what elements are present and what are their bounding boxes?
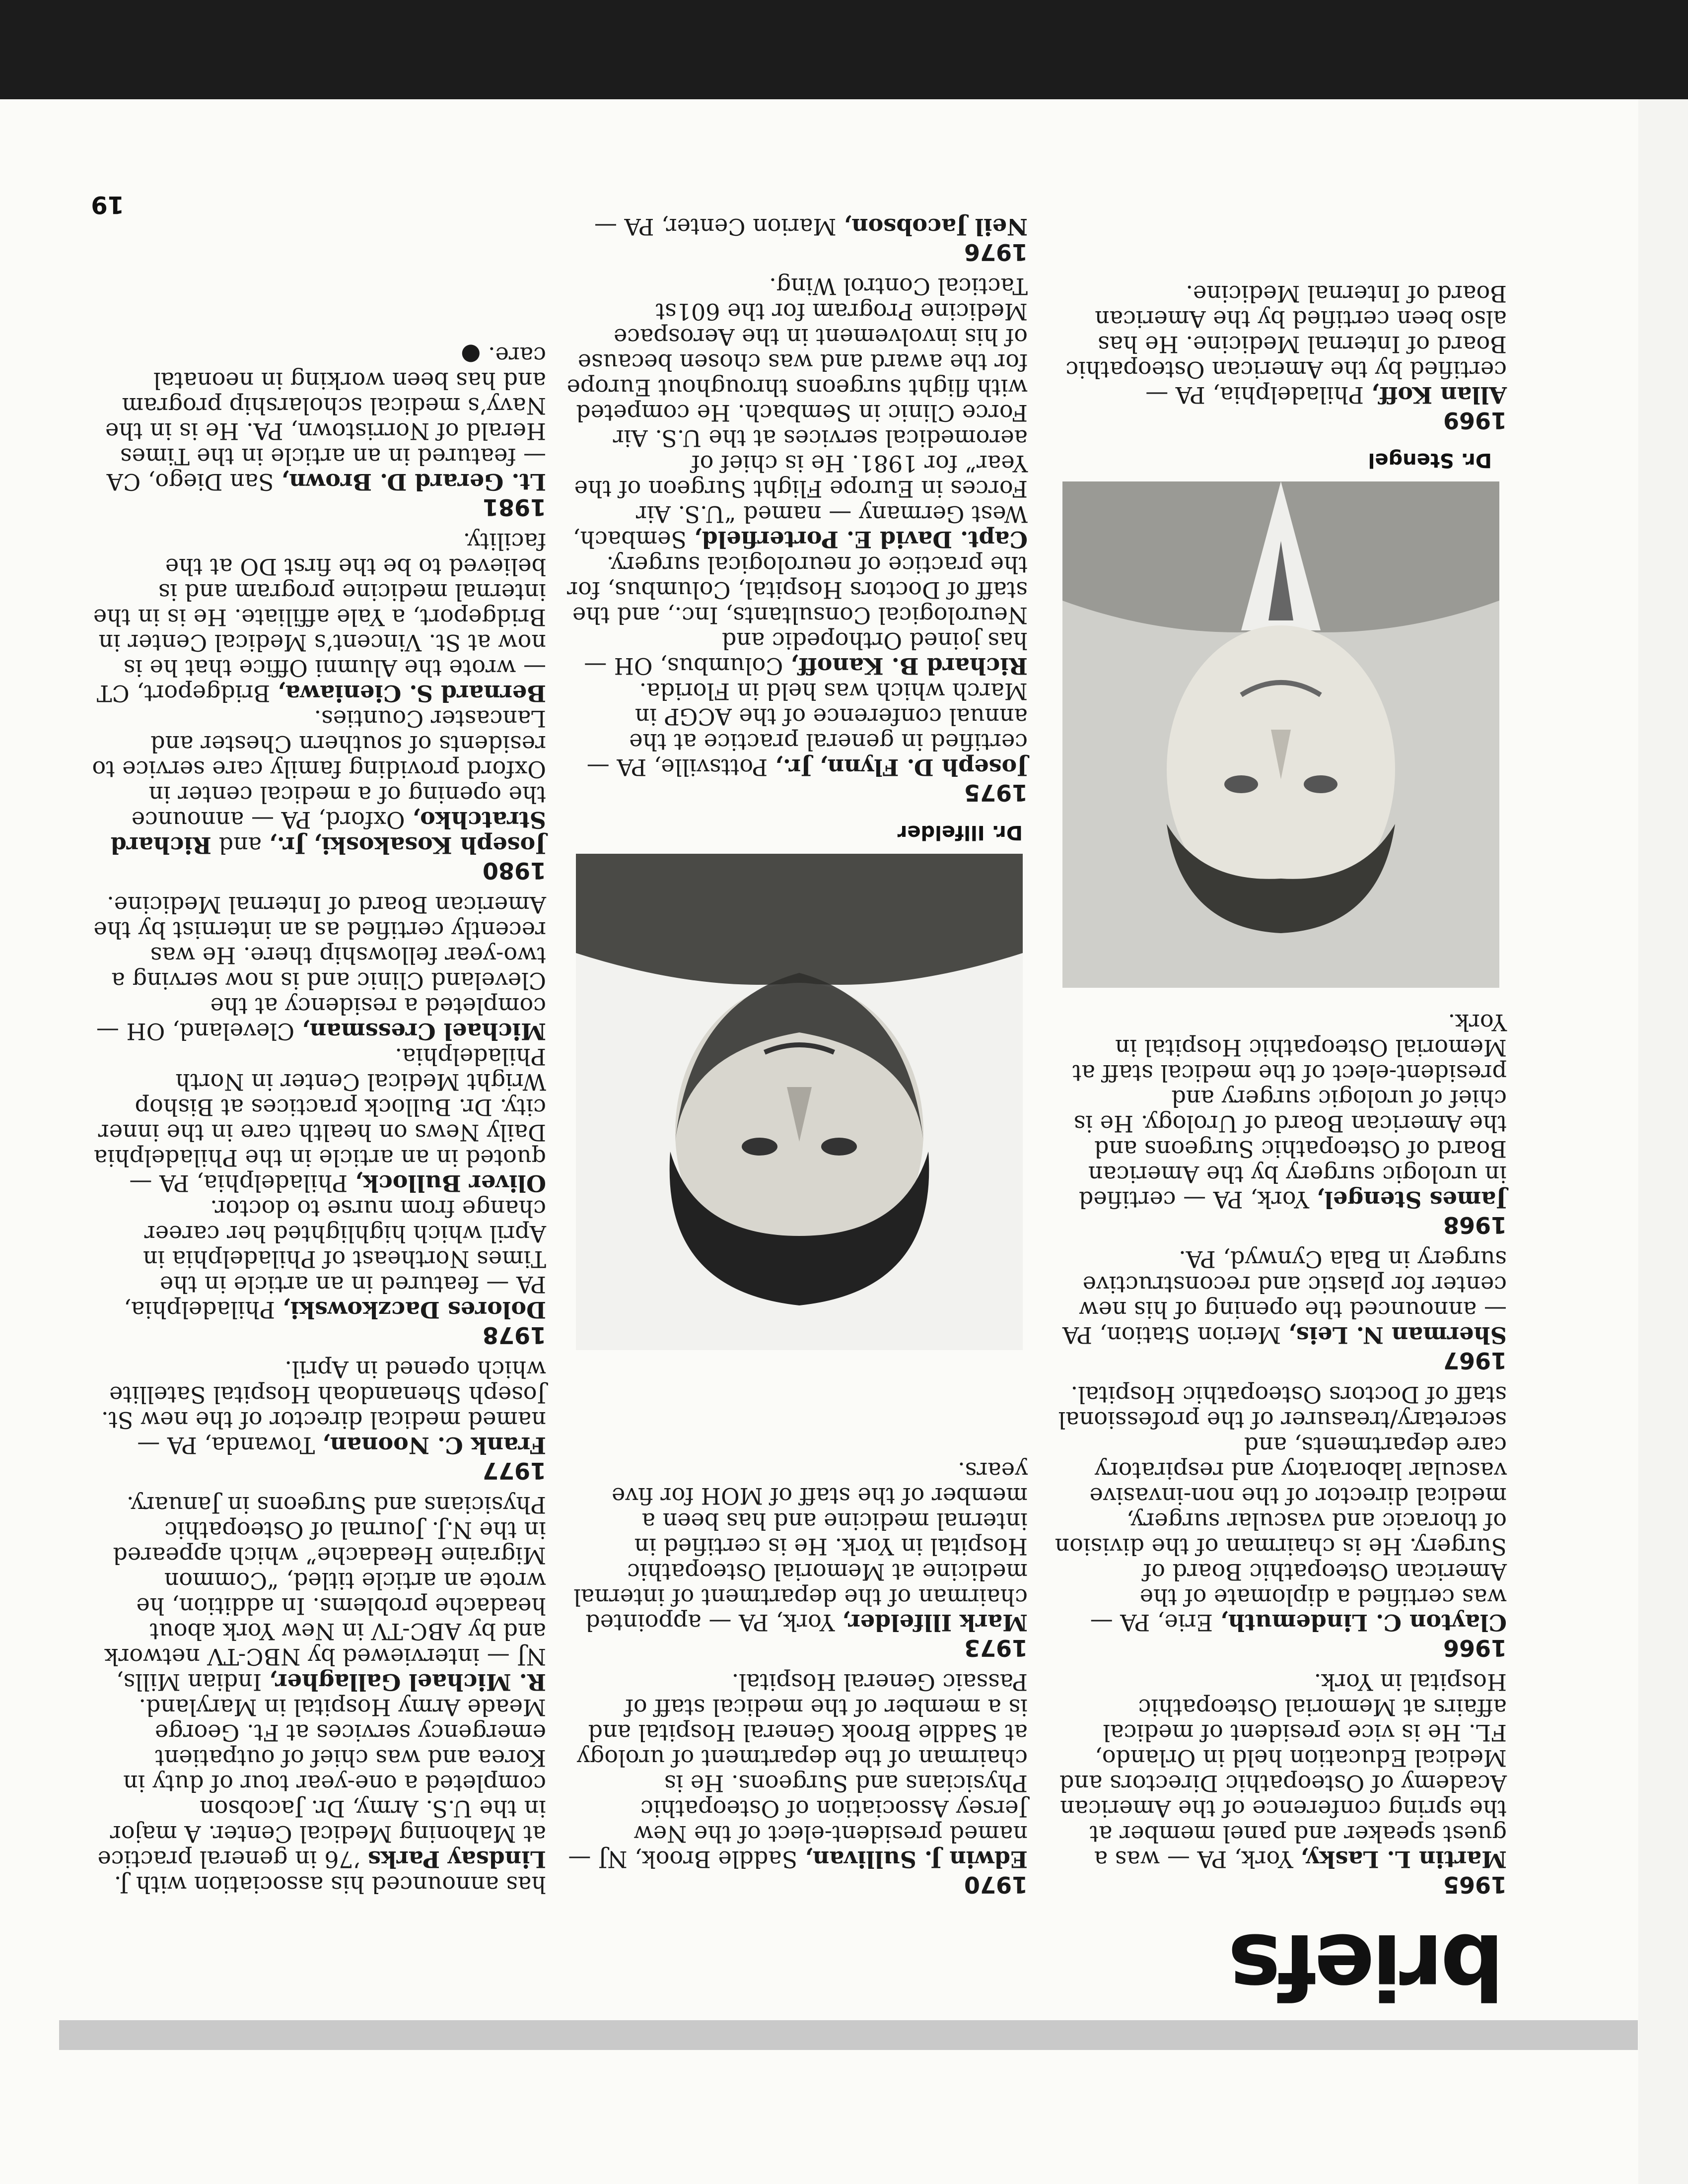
- brief-entry: [89, 1044, 546, 1196]
- brief-entry: [566, 214, 1028, 239]
- entry-text: Bridgeport, CT — wrote the Alumni Office that he is now at St. Vincent’s Medical Center in Bridgeport, a Yale affiliate. He is in the internal medicine program and is believed to be the first DO at the facility.: [93, 528, 546, 707]
- person-name: Mark Illfelder,: [842, 1609, 1028, 1636]
- entry-text: Saddle Brook, NJ — named president-elect of the New Jersey Association of Osteopathic Physicians and Surgeons. He is chairman of the department of urology at Saddle Brook General Hospital and is a member of the medical staff of Passaic General Hospital.: [568, 1669, 1028, 1873]
- person-name: Richard B. Kanoff,: [790, 653, 1028, 680]
- brief-entry: [89, 892, 546, 1044]
- person-name: Oliver Bullock,: [354, 1170, 546, 1197]
- scan-margin: [0, 0, 1688, 99]
- entry-text: York, PA — appointed chairman of the department of internal medicine at Memorial Osteopathic Hospital in York. He is certified in internal medicine and has been a member of the staff of MOH for five years.: [573, 1457, 1028, 1636]
- year-heading: 1976: [964, 239, 1028, 266]
- entry-text: Towanda, PA — named medical director of the new St. Joseph Shenandoah Hospital Satellite which opened in April.: [101, 1356, 546, 1459]
- entry-text: Philadelphia, PA — featured in an article in the Times Northeast of Philadelphia in April which highlighted her career change from nurse to doctor.: [124, 1195, 546, 1323]
- year-heading: 1978: [482, 1322, 546, 1349]
- brief-entry: [89, 529, 546, 706]
- year-heading: 1967: [1443, 1347, 1507, 1374]
- page-title: briefs: [1231, 1914, 1504, 2018]
- person-name: Dolores Daczkowski,: [282, 1297, 546, 1323]
- entry-text: Pottsville, PA — certified in general practice at the annual conference of the ACGP in March which was held in Florida.: [586, 678, 1028, 781]
- person-name: Michael Cressman,: [301, 1018, 546, 1045]
- person-name: R. Michael Gallagher,: [269, 1669, 546, 1696]
- entry-text: Oxford, PA — announce the opening of a medical center in Oxford providing family care service to residents of southern Chester and Lancaster Counties.: [92, 705, 546, 833]
- person-name: Lt. Gerard D. Brown,: [281, 469, 546, 495]
- brief-entry: [566, 1458, 1028, 1635]
- person-name: Neil Jacobson,: [844, 213, 1028, 240]
- year-heading: 1977: [482, 1457, 546, 1484]
- brief-entry: [1050, 281, 1507, 408]
- entry-text: York, PA — certified in urologic surgery by the American Board of Osteopathic Surgeons and the American Board of Urology. He is chief of urologic surgery and president-elect of the medical staff at Memorial Osteopathic Hospital in York.: [1072, 1009, 1507, 1213]
- column-1-continued: [1050, 281, 1507, 442]
- portrait-photo-stengel: [1062, 481, 1499, 988]
- entry-text: Marion Center, PA —: [594, 213, 844, 240]
- year-heading: 1965: [1443, 1871, 1507, 1898]
- brief-entry: [566, 679, 1028, 780]
- entry-text: York, PA — was a guest speaker and panel member at the spring conference of the American Academy of Osteopathic Directors and Medical Education held in Orlando, FL. He is vice president of medical affairs at Memorial Osteopathic Hospital in York.: [1059, 1669, 1507, 1873]
- entry-text: San Diego, CA — featured in an article in the Times Herald of Norristown, PA. He is in the Navy’s medical scholarship program and has been working in neonatal care. ●: [105, 342, 546, 495]
- brief-entry: [1050, 1010, 1507, 1212]
- brief-entry: [89, 1492, 546, 1695]
- entry-text: Erie, PA — was certified a diplomate of the American Osteopathic Board of Surgery. He is chairman of the division of thoracic and vascular surgery, medical director of the non-invasive vascular laboratory and respiratory care departments, and secretary/treasurer of the professional staff of Doctors Osteopathic Hospital.: [1055, 1381, 1507, 1636]
- column-3: [89, 342, 546, 1906]
- column-2: [566, 1458, 1028, 1906]
- brief-entry: [89, 1196, 546, 1322]
- column-2-continued: [566, 214, 1028, 814]
- brief-entry: [1050, 1669, 1507, 1872]
- person-name: Joseph Kosakoski, Jr.,: [269, 832, 546, 859]
- person-name: James Stengel,: [1316, 1186, 1507, 1213]
- brief-entry: [89, 1357, 546, 1458]
- portrait-illustration: [576, 854, 1023, 1350]
- page-number: 19: [91, 191, 124, 218]
- year-heading: 1975: [964, 779, 1028, 806]
- brief-entry: [89, 706, 546, 858]
- entry-text: Philadelphia, PA — quoted in an article in the Philadelphia Daily News on health care in the inner city. Dr. Bullock practices at Bishop Wright Medical Center in North Philadelphia.: [93, 1043, 546, 1197]
- brief-entry: [89, 342, 546, 494]
- entry-text: Philadelphia, PA — certified by the American Osteopathic Board of Internal Medicine. He has also been certified by the American Board of Internal Medicine.: [1065, 280, 1507, 409]
- year-heading: 1968: [1443, 1212, 1507, 1238]
- entry-text: Cleveland, OH — completed a residency at the Cleveland Clinic and is now serving a two-year fellowship there. He was recently certified as an internist by the American Board of Internal Medicine.: [93, 891, 546, 1045]
- header-band: [59, 2020, 1638, 2050]
- year-heading: 1969: [1443, 407, 1507, 434]
- person-name: Martin L. Lasky,: [1300, 1846, 1507, 1873]
- brief-entry-continued: has announced his association with J.: [114, 1871, 546, 1898]
- person-name: Bernard S. Cieniawa,: [277, 680, 546, 707]
- person-name: Richard Stratchko,: [110, 807, 546, 859]
- brief-entry: [1050, 1382, 1507, 1635]
- person-name: Edwin J. Sullivan,: [804, 1846, 1028, 1873]
- brief-entry: [566, 273, 1028, 552]
- entry-text: Sembach, West Germany — named “U.S. Air Forces in Europe Flight Surgeon of the Year” for 1981. He is chief of aeromedical services at the U.S. Air Force Clinic in Sembach. He competed with flight surgeons throughout Europe for the award and was chosen because of his involvement in the Aerospace Medicine Program for the 601st Tactical Control Wing.: [566, 273, 1028, 553]
- brief-entry: [566, 552, 1028, 679]
- column-1: [1050, 1010, 1507, 1906]
- entry-text: Indian Mills, NJ — interviewed by NBC-TV network and by ABC-TV in New York about headache problems. In addition, he wrote an article titled, “Common Migraine Headache” which appeared in the N.J. Journal of Osteopathic Physicians and Surgeons in January.: [104, 1492, 546, 1696]
- brief-entry: [89, 1695, 546, 1872]
- year-heading: 1973: [964, 1635, 1028, 1661]
- person-name: Allan Koff,: [1371, 382, 1507, 409]
- entry-text: Columbus, OH — has joined Orthopedic and Neurological Consultants, Inc., and the staff of Doctors Hospital, Columbus, for the practice of neurological surgery.: [567, 551, 1028, 680]
- year-heading: 1966: [1443, 1635, 1507, 1661]
- year-heading: 1981: [482, 494, 546, 521]
- portrait-photo-illfelder: [576, 854, 1023, 1350]
- person-name: Frank C. Noonan,: [322, 1432, 546, 1459]
- person-name: Capt. David E. Porterfield,: [694, 526, 1028, 553]
- page-edge-strip: [1638, 99, 1688, 2184]
- brief-entry: [566, 1669, 1028, 1872]
- person-name: Joseph D. Flynn, Jr.,: [774, 754, 1028, 781]
- brief-entry: [1050, 1246, 1507, 1348]
- entry-text: ’76 in general practice at Mahoning Medical Center. A major in the U.S. Army, Dr. Jacobson completed a one-year tour of duty in Korea and was chief of outpatient emergency services at Ft. George Meade Army Hospital in Maryland.: [97, 1694, 546, 1873]
- portrait-illustration: [1062, 481, 1499, 988]
- year-heading: 1970: [964, 1871, 1028, 1898]
- person-name: Lindsay Parks: [367, 1846, 546, 1873]
- photo-caption: Dr. Stengel: [1368, 449, 1492, 472]
- photo-caption: Dr. Illfelder: [897, 821, 1023, 844]
- entry-text: and: [211, 832, 269, 859]
- person-name: Sherman N. Leis,: [1288, 1322, 1507, 1349]
- year-heading: 1980: [482, 857, 546, 884]
- person-name: Clayton C. Lindemuth,: [1220, 1609, 1507, 1636]
- entry-text: Merion Station, PA — announced the opening of his new center for plastic and reconstructive surgery in Bala Cynwyd, PA.: [1062, 1246, 1507, 1349]
